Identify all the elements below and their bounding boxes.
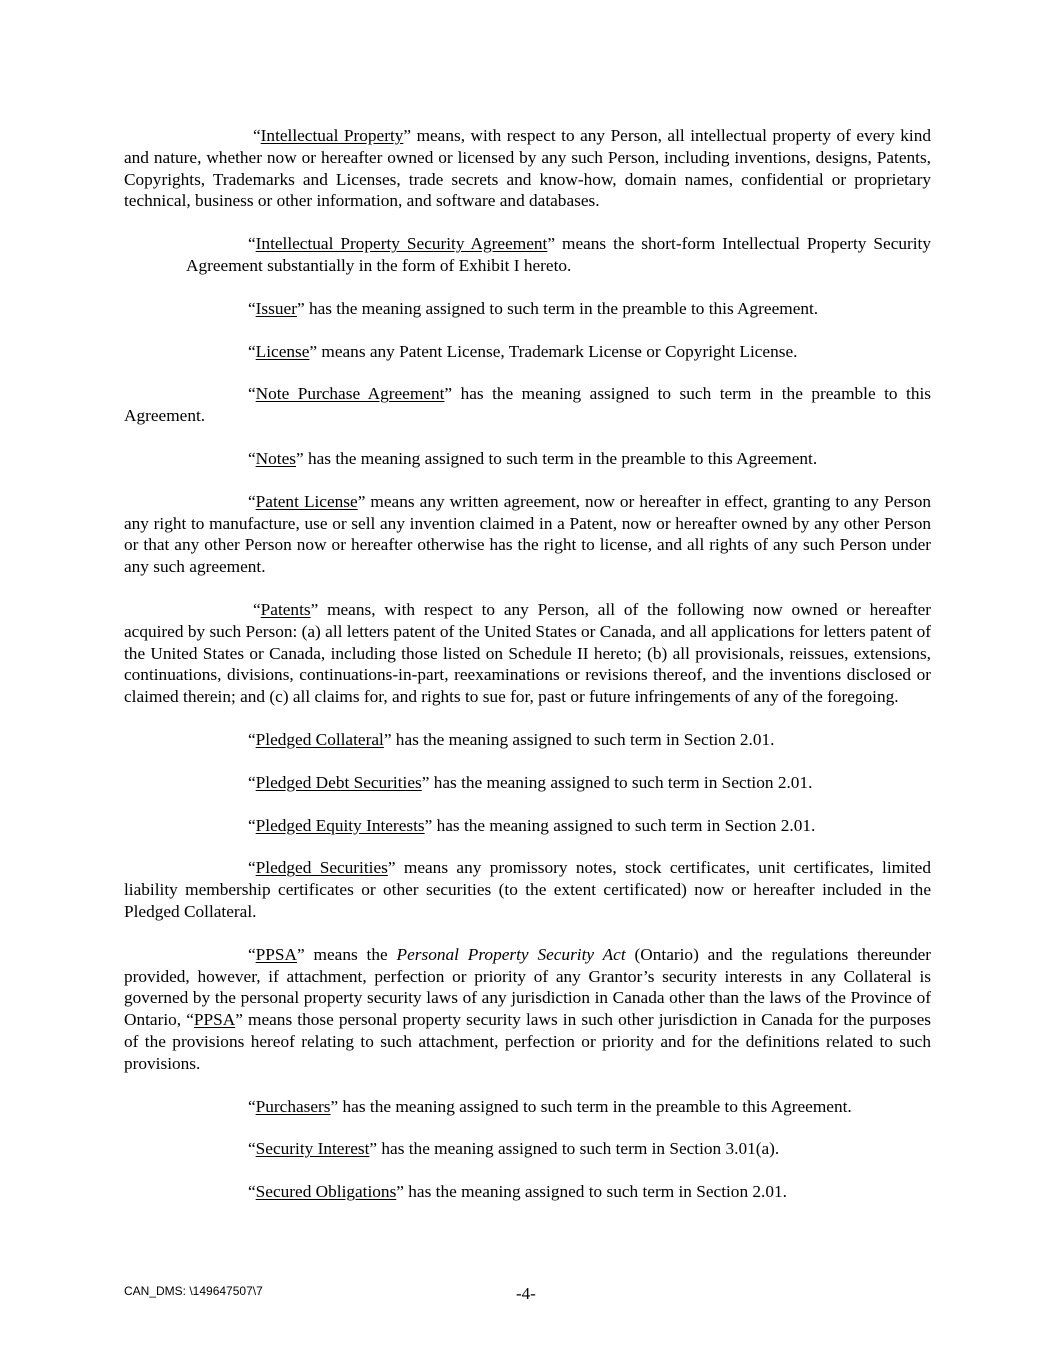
definition-secured-obligations: “Secured Obligations” has the meaning assigned to such term in Section 2.01. [248,1182,787,1202]
defined-term: Intellectual Property [260,126,404,145]
definition-pledged-securities: “Pledged Securities” means any promissory notes, stock certificates, unit certificates, limited liability membership certificates or other securities (to the extent certificated) now or hereafter included in the Pledged Collateral. [124,858,931,921]
defined-term: Pledged Securities [255,858,388,878]
definition-patents: “Patents” means, with respect to any Person, all of the following now owned or hereafter acquired by such Person: (a) all letters patent of the United States or Canada, and all applications for letters patent of the United States or Canada, including those listed on Schedule II hereto; (b) all provisionals, reissues, extensions, continuations, divisions, continuations-in-part, reexaminations or revisions thereof, and the inventions disclosed or claimed therein; and (c) all claims for, and rights to sue for, past or future infringements of any of the foregoing. [124,599,931,707]
defined-term: Security Interest [255,1139,370,1159]
definition-pledged-equity-interests: “Pledged Equity Interests” has the meaning assigned to such term in Section 2.01. [248,815,816,835]
defined-term: Issuer [255,298,297,318]
defined-term: Pledged Equity Interests [255,815,425,835]
defined-term: Note Purchase Agreement [255,384,445,404]
definition-pledged-debt-securities: “Pledged Debt Securities” has the meaning assigned to such term in Section 2.01. [248,772,813,792]
definition-note-purchase-agreement: “Note Purchase Agreement” has the meaning assigned to such term in the preamble to this Agreement. [124,384,931,426]
defined-term: Pledged Collateral [255,729,384,749]
definition-license: “License” means any Patent License, Trademark License or Copyright License. [248,341,798,361]
definition-patent-license: “Patent License” means any written agreement, now or hereafter in effect, granting to any Person any right to manufacture, use or sell any invention claimed in a Patent, now or hereafter owned by any other Person or that any other Person now or hereafter otherwise has the right to license, and all rights of any such Person under any such agreement. [124,491,932,577]
page-number: -4- [516,1284,536,1303]
defined-term: Patents [260,599,311,619]
defined-term: PPSA [193,1010,236,1030]
defined-term: PPSA [255,944,297,964]
definition-purchasers: “Purchasers” has the meaning assigned to such term in the preamble to this Agreement. [248,1096,852,1116]
defined-term: License [255,341,310,361]
defined-term: Patent License [255,491,358,511]
definition-ip-security-agreement: “Intellectual Property Security Agreement” means the short-form Intellectual Property Security Agreement substantially in the form of Exhibit I hereto. [186,234,932,275]
definition-ppsa: “PPSA” means the Personal Property Security Act (Ontario) and the regulations thereunder provided, however, if attachment, perfection or priority of any Grantor’s security interests in any Collateral is governed by the personal property security laws of any jurisdiction in Canada other than the laws of the Province of Ontario, “PPSA” means those personal property security laws in such other jurisdiction in Canada for the purposes of the provisions hereof relating to such attachment, perfection or priority and for the definitions related to such provisions. [124,944,932,1073]
definitions-section [124,125,931,1224]
defined-term: Pledged Debt Securities [255,772,422,792]
definition-intellectual-property: “Intellectual Property” means, with respect to any Person, all intellectual property of every kind and nature, whether now or hereafter owned or licensed by any such Person, including inventions, designs, Patents, Copyrights, Trademarks and Licenses, trade secrets and know-how, domain names, confidential or proprietary technical, business or other information, and software and databases. [124,126,931,211]
document-id: CAN_DMS: \149647507\7 [124,1284,263,1298]
defined-term: Intellectual Property Security Agreement [255,234,548,254]
defined-term: Notes [255,448,296,468]
definition-notes: “Notes” has the meaning assigned to such term in the preamble to this Agreement. [248,448,818,468]
definition-security-interest: “Security Interest” has the meaning assigned to such term in Section 3.01(a). [248,1139,780,1159]
definition-issuer: “Issuer” has the meaning assigned to such term in the preamble to this Agreement. [248,298,819,318]
defined-term: Secured Obligations [255,1182,397,1202]
defined-term: Purchasers [255,1096,331,1116]
definition-pledged-collateral: “Pledged Collateral” has the meaning assigned to such term in Section 2.01. [248,729,775,749]
statute-name: Personal Property Security Act [396,944,626,964]
